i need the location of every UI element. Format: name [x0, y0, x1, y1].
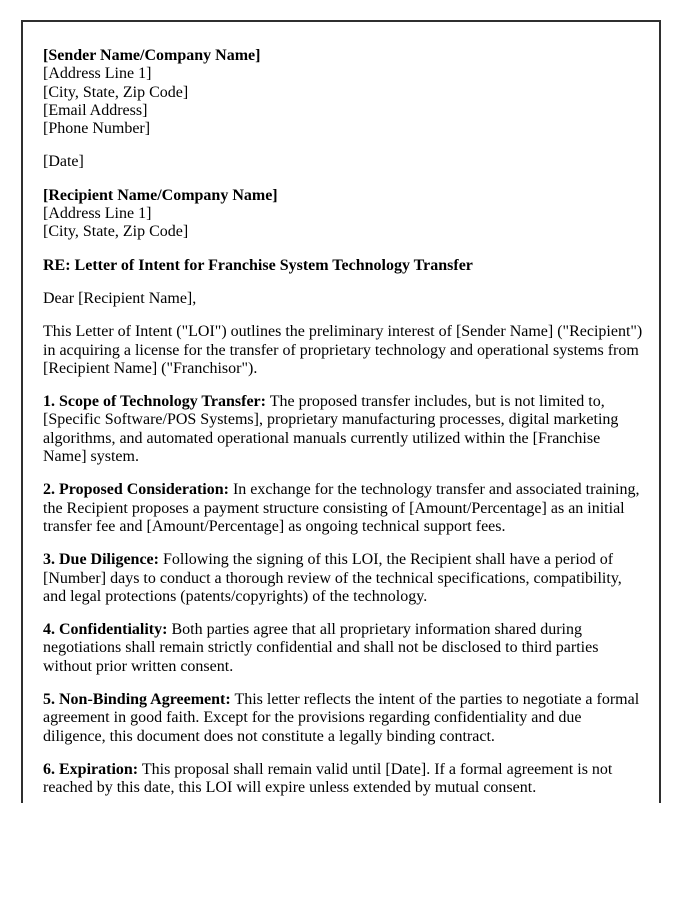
section-title-3: 3. Due Diligence: [43, 551, 159, 569]
recipient-city-state-zip: [City, State, Zip Code] [43, 223, 189, 241]
section-body-4: Both parties agree that all proprietary information shared during negotiations shall remain strictly confidential and shall not be disclosed to third parties without prior written consent. [43, 621, 599, 675]
recipient-address-line: [Address Line 1] [43, 205, 152, 223]
section-paragraph-2 [43, 481, 643, 536]
section-title-4: 4. Confidentiality: [43, 621, 168, 639]
section-paragraph-1 [43, 393, 643, 466]
section-title-1: 1. Scope of Technology Transfer: [43, 393, 266, 411]
letter-document [43, 47, 643, 813]
section-paragraph-5 [43, 691, 643, 746]
section-title-5: 5. Non-Binding Agreement: [43, 691, 231, 709]
recipient-block [43, 187, 643, 242]
sender-name: [Sender Name/Company Name] [43, 47, 261, 64]
sender-city-state-zip: [City, State, Zip Code] [43, 83, 189, 101]
subject-line: RE: Letter of Intent for Franchise System Technology Transfer [43, 256, 473, 274]
sender-email: [Email Address] [43, 101, 148, 119]
recipient-name: [Recipient Name/Company Name] [43, 186, 278, 204]
sender-block [43, 47, 643, 138]
section-paragraph-6 [43, 761, 643, 798]
section-body-1: The proposed transfer includes, but is not limited to, [Specific Software/POS Systems], proprietary manufacturing processes, digital marketing algorithms, and automated operational manuals currently utilized within the [Franchise Name] system. [43, 393, 619, 466]
intro-paragraph: This Letter of Intent ("LOI") outlines the preliminary interest of [Sender Name] ("Recipient") in acquiring a license for the transfer of proprietary technology and operational systems from [Recipient Name] ("Franchisor"). [43, 323, 643, 377]
sender-phone: [Phone Number] [43, 120, 151, 138]
section-body-3: Following the signing of this LOI, the Recipient shall have a period of [Number] days to conduct a thorough review of the technical specifications, compatibility, and legal protections (patents/copyrights) of the technology. [43, 551, 622, 605]
section-title-6: 6. Expiration: [43, 760, 139, 778]
section-paragraph-3 [43, 551, 643, 606]
sender-address-line: [Address Line 1] [43, 65, 152, 83]
date-line: [Date] [43, 153, 84, 171]
section-title-2: 2. Proposed Consideration: [43, 481, 229, 499]
section-paragraph-4 [43, 621, 643, 676]
section-body-5: This letter reflects the intent of the parties to negotiate a formal agreement in good faith. Except for the provisions regarding confidentiality and due diligence, this document does not constitute a legally binding contract. [43, 691, 640, 745]
salutation: Dear [Recipient Name], [43, 289, 197, 307]
section-body-2: In exchange for the technology transfer and associated training, the Recipient proposes a payment structure consisting of [Amount/Percentage] as an initial transfer fee and [Amount/Percentage] as ongoing technical support fees. [43, 481, 640, 535]
section-body-6: This proposal shall remain valid until [Date]. If a formal agreement is not reached by this date, this LOI will expire unless extended by mutual consent. [43, 760, 613, 797]
